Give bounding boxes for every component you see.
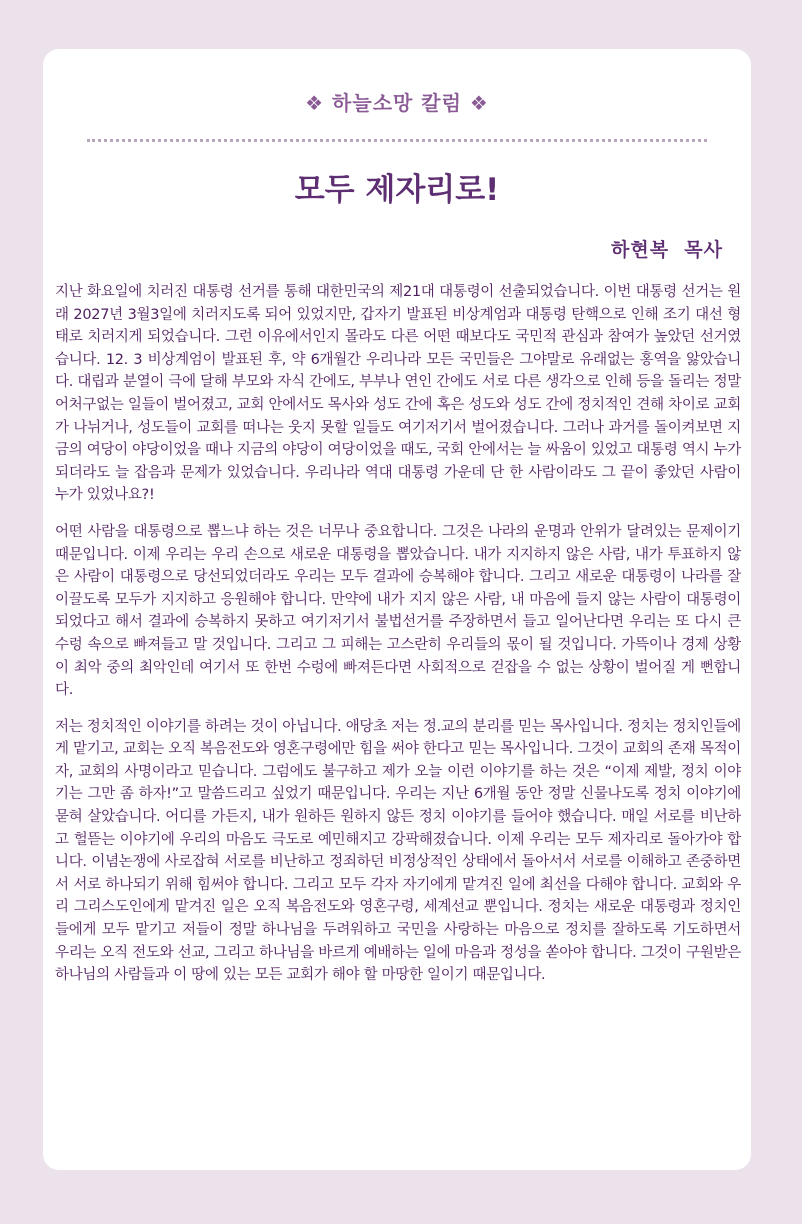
column-body	[55, 281, 741, 1001]
author-name: 하현복 목사	[611, 239, 723, 261]
dotted-divider	[87, 139, 707, 142]
paragraph: 어떤 사람을 대통령으로 뽑느냐 하는 것은 너무나 중요합니다. 그것은 나라의 운명과 안위가 달려있는 문제이기 때문입니다. 이제 우리는 우리 손으로 새로운 대통령을 뽑았습니다. 내가 지지하지 않은 사람, 내가 투표하지 않은 사람이 대통령으로 당선되었더라도 우리는 모두 결과에 승복해야 합니다. 그리고 새로운 대통령이 나라를 잘 이끌도록 모두가 지지하고 응원해야 합니다. 만약에 내가 지지 않은 사람, 내 마음에 들지 않는 사람이 대통령이 되었다고 해서 결과에 승복하지 못하고 여기저기서 불법선거를 주장하면서 들고 일어난다면 우리는 또 다시 큰 수렁 속으로 빠져들고 말 것입니다. 그리고 그 피해는 고스란히 우리들의 몫이 될 것입니다. 가뜩이나 경제 상황이 최악 중의 최악인데 여기서 또 한번 수렁에 빠져든다면 사회적으로 걷잡을 수 없는 상황이 벌어질 게 뻔합니다.	[55, 523, 741, 699]
paragraph: 저는 정치적인 이야기를 하려는 것이 아닙니다. 애당초 저는 정.교의 분리를 믿는 목사입니다. 정치는 정치인들에게 맡기고, 교회는 오직 복음전도와 영혼구령에만 힘을 써야 한다고 믿는 목사입니다. 그것이 교회의 존재 목적이자, 교회의 사명이라고 믿습니다. 그럼에도 불구하고 제가 오늘 이런 이야기를 하는 것은 “이제 제발, 정치 이야기는 그만 좀 하자!”고 말씀드리고 싶었기 때문입니다. 우리는 지난 6개월 동안 정말 신물나도록 정치 이야기에 묻혀 살았습니다. 어디를 가든지, 내가 원하든 원하지 않든 정치 이야기를 들어야 했습니다. 매일 서로를 비난하고 헐뜯는 이야기에 우리의 마음도 극도로 예민해지고 강팍해졌습니다. 이제 우리는 모두 제자리로 돌아가야 합니다. 이념논쟁에 사로잡혀 서로를 비난하고 정죄하던 비정상적인 상태에서 돌아서서 서로를 이해하고 존중하면서 서로 하나되기 위해 힘써야 합니다. 그리고 모두 각자 자기에게 맡겨진 일에 최선을 다해야 합니다. 교회와 우리 그리스도인에게 맡겨진 일은 오직 복음전도와 영혼구령, 세계선교 뿐입니다. 정치는 새로운 대통령과 정치인들에게 모두 맡기고 저들이 정말 하나님을 두려워하고 국민을 사랑하는 마음으로 정치를 잘하도록 기도하면서 우리는 오직 전도와 선교, 그리고 하나님을 바르게 예배하는 일에 마음과 정성을 쏟아야 합니다. 그것이 구원받은 하나님의 사람들과 이 땅에 있는 모든 교회가 해야 할 마땅한 일이기 때문입니다.	[55, 718, 741, 984]
section-label: ❖ 하늘소망 칼럼 ❖	[305, 91, 489, 115]
column-title: 모두 제자리로!	[294, 172, 500, 208]
column-card	[43, 49, 751, 1170]
paragraph: 지난 화요일에 치러진 대통령 선거를 통해 대한민국의 제21대 대통령이 선출되었습니다. 이번 대통령 선거는 원래 2027년 3월3일에 치러지도록 되어 있었지만, 갑자기 발표된 비상계엄과 대통령 탄핵으로 인해 조기 대선 형태로 치러지게 되었습니다. 그런 이유에서인지 몰라도 다른 어떤 때보다도 국민적 관심과 참여가 높았던 선거였습니다. 12. 3 비상계엄이 발표된 후, 약 6개월간 우리나라 모든 국민들은 그야말로 유래없는 홍역을 앓았습니다. 대립과 분열이 극에 달해 부모와 자식 간에도, 부부나 연인 간에도 서로 다른 생각으로 인해 등을 돌리는 정말 어처구없는 일들이 벌어졌고, 교회 안에서도 목사와 성도 간에 혹은 성도와 성도 간에 정치적인 견해 차이로 교회가 나뉘거나, 성도들이 교회를 떠나는 웃지 못할 일들도 여기저기서 벌어졌습니다. 그러나 과거를 돌이켜보면 지금의 여당이 야당이었을 때나 지금의 야당이 여당이었을 때도, 국회 안에서는 늘 싸움이 있었고 대통령 역시 누가 되더라도 늘 잡음과 문제가 있었습니다. 우리나라 역대 대통령 가운데 단 한 사람이라도 그 끝이 좋았던 사람이 누가 있었나요?!	[55, 284, 741, 504]
